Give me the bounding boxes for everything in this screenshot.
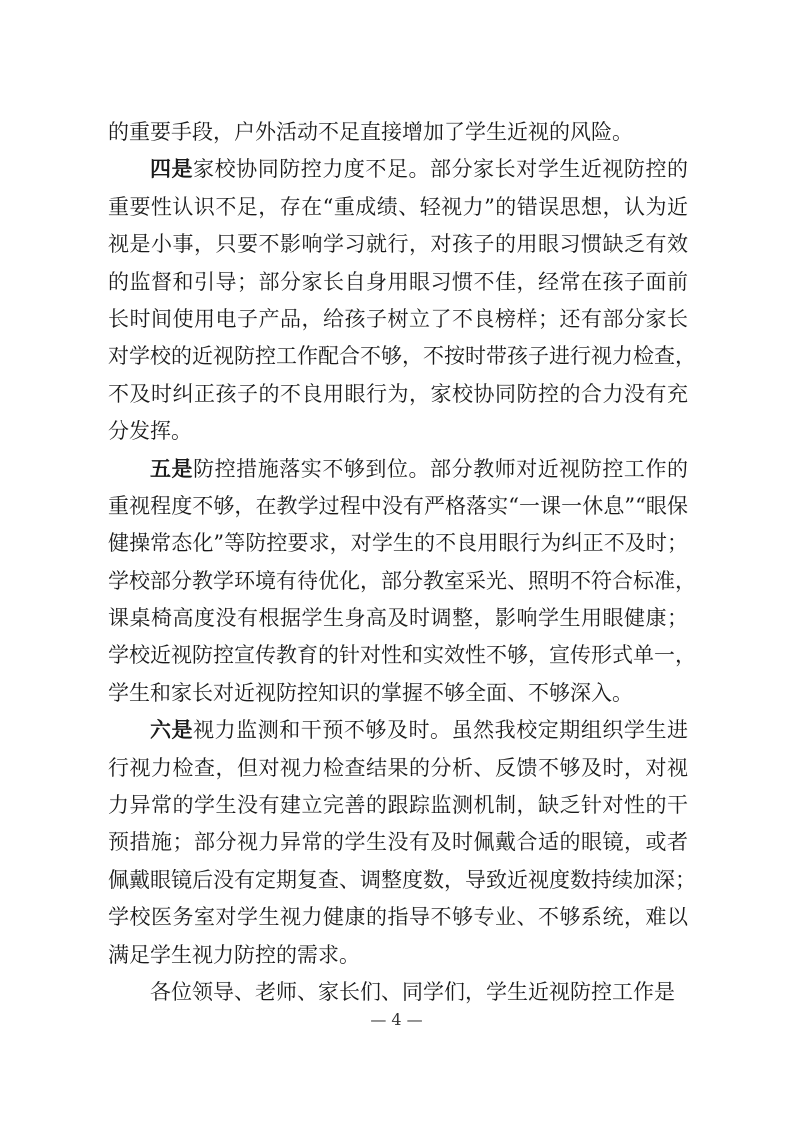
paragraph	[108, 451, 696, 713]
text-line	[108, 563, 696, 600]
text-line	[108, 226, 688, 263]
line-text: 健操常态化”等防控要求，对学生的不良用眼行为纠正不及时；	[108, 531, 688, 556]
text-line	[108, 451, 688, 488]
line-text: 各位领导、老师、家长们、同学们，学生近视防控工作是	[150, 979, 675, 1004]
text-line	[108, 376, 688, 413]
text-line	[108, 824, 688, 861]
text-line	[108, 151, 688, 188]
paragraph	[108, 114, 688, 151]
paragraph-lead: 六是	[150, 718, 194, 743]
text-line	[108, 264, 688, 301]
text-line	[108, 712, 688, 749]
text-line	[108, 974, 688, 1011]
line-text: 防控措施落实不够到位。部分教师对近视防控工作的	[193, 456, 689, 481]
line-text: 学校医务室对学生视力健康的指导不够专业、不够系统，难以	[108, 905, 688, 930]
line-text: 行视力检查，但对视力检查结果的分析、反馈不够及时，对视	[108, 755, 688, 780]
text-line	[108, 301, 688, 338]
text-line	[108, 488, 688, 525]
line-text: 视是小事，只要不影响学习就行，对孩子的用眼习惯缺乏有效	[108, 232, 688, 257]
line-text: 长时间使用电子产品，给孩子树立了不良榜样；还有部分家长	[108, 306, 688, 331]
line-text: 的重要手段，户外活动不足直接增加了学生近视的风险。	[108, 120, 633, 144]
line-text: 学校近视防控宣传教育的针对性和实效性不够，宣传形式单一，	[108, 643, 696, 668]
paragraph-lead: 五是	[150, 456, 194, 481]
line-text: 视力监测和干预不够及时。虽然我校定期组织学生进	[193, 718, 689, 743]
line-text: 的监督和引导；部分家长自身用眼习惯不佳，经常在孩子面前	[108, 269, 688, 294]
text-line	[108, 413, 688, 450]
text-line	[108, 600, 688, 637]
text-line	[108, 189, 688, 226]
line-text: 学校部分教学环境有待优化，部分教室采光、照明不符合标准，	[108, 568, 696, 593]
text-line	[108, 899, 688, 936]
paragraph	[108, 151, 696, 450]
text-line	[108, 787, 688, 824]
line-text: 课桌椅高度没有根据学生身高及时调整，影响学生用眼健康；	[108, 606, 688, 631]
line-text: 重要性认识不足，存在“重成绩、轻视力”的错误思想，认为近	[108, 194, 688, 219]
paragraph-lead: 四是	[150, 157, 194, 182]
line-text: 预措施；部分视力异常的学生没有及时佩戴合适的眼镜，或者	[108, 830, 688, 855]
line-text: 力异常的学生没有建立完善的跟踪监测机制，缺乏针对性的干	[108, 793, 688, 818]
body-text	[108, 114, 696, 1011]
page-number: — 4 —	[370, 1010, 423, 1029]
line-text: 佩戴眼镜后没有定期复查、调整度数，导致近视度数持续加深；	[108, 867, 696, 892]
text-line	[108, 114, 688, 151]
line-text: 分发挥。	[108, 419, 192, 444]
line-text: 满足学生视力防控的需求。	[108, 942, 360, 967]
text-line	[108, 862, 696, 899]
text-line	[108, 338, 696, 375]
line-text: 重视程度不够，在教学过程中没有严格落实“一课一休息”“眼保	[108, 493, 688, 518]
text-line	[108, 675, 688, 712]
paragraph	[108, 974, 688, 1011]
line-text: 家校协同防控力度不足。部分家长对学生近视防控的	[193, 157, 689, 182]
text-line	[108, 750, 688, 787]
line-text: 对学校的近视防控工作配合不够，不按时带孩子进行视力检查，	[108, 344, 696, 369]
text-line	[108, 937, 688, 974]
text-line	[108, 637, 696, 674]
text-line	[108, 525, 688, 562]
paragraph	[108, 712, 696, 974]
line-text: 不及时纠正孩子的不良用眼行为，家校协同防控的合力没有充	[108, 381, 688, 406]
line-text: 学生和家长对近视防控知识的掌握不够全面、不够深入。	[108, 680, 633, 705]
